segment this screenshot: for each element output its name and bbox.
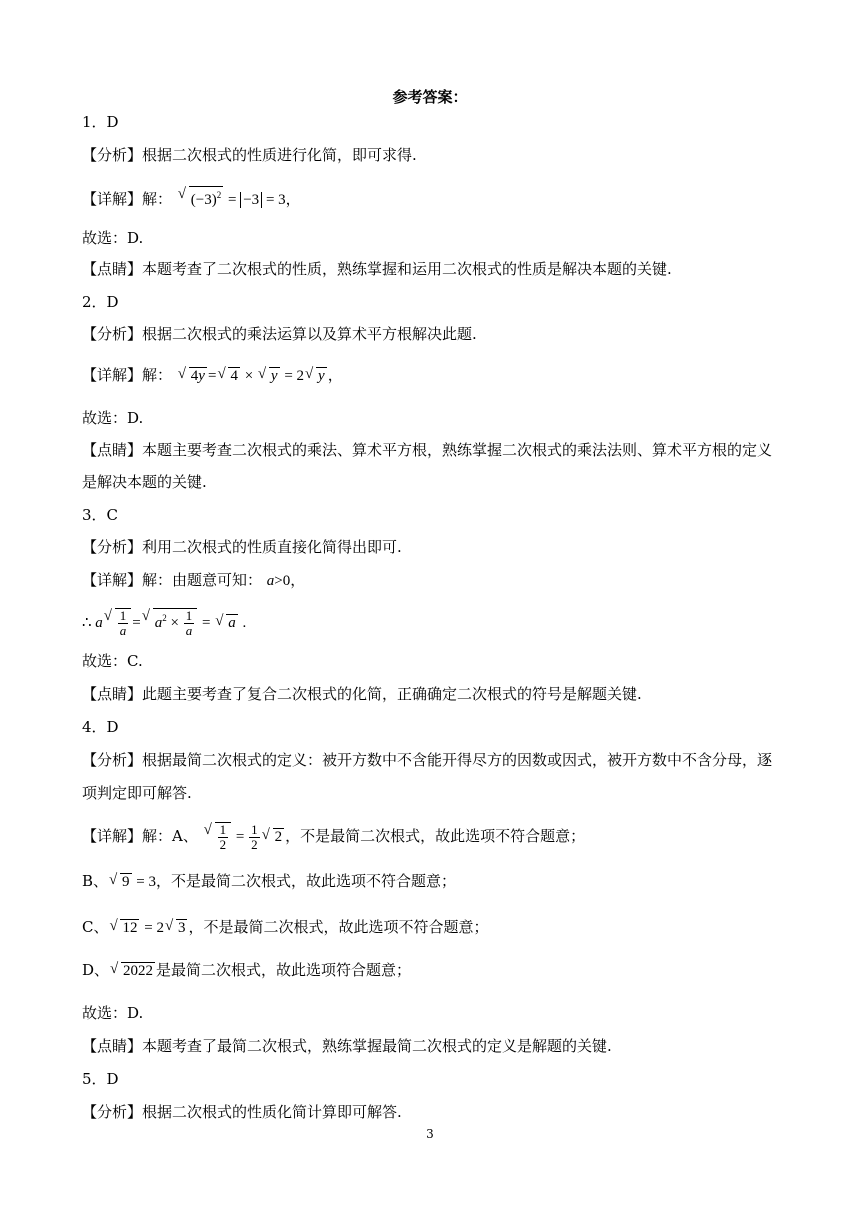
q3-analysis: 【分析】利用二次根式的性质直接化简得出即可. [82, 538, 402, 556]
q4-analysis-line1: 【分析】根据最简二次根式的定义：被开方数中不含能开得尽方的因数或因式，被开方数中不含分母，逐 [82, 751, 773, 769]
q4-option-d [82, 960, 790, 981]
q3-detail-prefix: 【详解】解：由题意可知： [82, 571, 263, 589]
q4-choose: 故选：D. [82, 1004, 144, 1022]
q4-c-text: ，不是最简二次根式，故此选项不符合题意； [188, 918, 489, 936]
q4-b-text: ，不是最简二次根式，故此选项不符合题意； [156, 872, 457, 890]
q3-choose: 故选：C. [82, 652, 143, 670]
q2-comment-line2: 是解决本题的关键. [82, 473, 207, 491]
q4-c-formula: √ 12 = 2√ 3 [108, 920, 188, 936]
q4-b-formula: √ 9 = 3 [108, 874, 156, 890]
q1-detail [82, 186, 790, 210]
q4-detail-prefix: 【详解】解：A、 [82, 826, 198, 845]
q3-formula: ∴ a √ $\frac{1}{a}$ =√ $a^2$ × $\frac{1}{a}$ = √ a . [82, 608, 790, 638]
q1-comment: 【点睛】本题考查了二次根式的性质，熟练掌握和运用二次根式的性质是解决本题的关键. [82, 260, 672, 278]
q2-analysis: 【分析】根据二次根式的乘法运算以及算术平方根解决此题. [82, 325, 477, 343]
q2-detail-prefix: 【详解】解： [82, 366, 173, 384]
q2-number: 2．D [82, 293, 119, 311]
page-number: 3 [426, 1127, 434, 1141]
q4-d-formula: √ 2022 [109, 963, 156, 979]
q3-comment: 【点睛】此题主要考查了复合二次根式的化简，正确确定二次根式的符号是解题关键. [82, 685, 642, 703]
q5-number: 5．D [82, 1070, 119, 1088]
q2-comment-line1: 【点睛】本题主要考查二次根式的乘法、算术平方根，熟练掌握二次根式的乘法法则、算术平方根的定义 [82, 441, 773, 459]
q4-option-c [82, 917, 790, 938]
q4-c-prefix: C、 [82, 918, 109, 936]
q1-formula: √ $(-3)^2 = -3 = 3$， [177, 192, 301, 208]
q4-a-text: ，不是最简二次根式，故此选项不符合题意； [285, 826, 586, 845]
q4-d-prefix: D、 [82, 961, 110, 979]
q4-option-b [82, 871, 790, 892]
q2-choose: 故选：D. [82, 409, 144, 427]
q4-option-a [82, 822, 790, 852]
page-title: 参考答案： [392, 88, 468, 106]
q3-detail [82, 570, 790, 591]
q5-analysis: 【分析】根据二次根式的性质化简计算即可解答. [82, 1103, 402, 1121]
q2-formula: √ 4y =√ 4 × √ y = 2√ y ， [177, 368, 343, 384]
q4-comment: 【点睛】本题考查了最简二次根式，熟练掌握最简二次根式的定义是解题的关键. [82, 1037, 612, 1055]
q3-number: 3．C [82, 506, 119, 524]
q2-detail [82, 365, 790, 386]
q3-condition: a>0， [266, 573, 306, 589]
q1-detail-prefix: 【详解】解： [82, 190, 173, 208]
q4-analysis-line2: 项判定即可解答. [82, 784, 192, 802]
q4-d-text: 是最简二次根式，故此选项符合题意； [156, 961, 412, 979]
q4-a-formula: √ $\frac{1}{2}$ = $\frac{1}{2}$ √ 2 [203, 829, 285, 845]
q1-choose: 故选：D. [82, 229, 144, 247]
q4-b-prefix: B、 [82, 872, 109, 890]
q4-number: 4．D [82, 718, 119, 736]
q1-analysis: 【分析】根据二次根式的性质进行化简，即可求得. [82, 146, 417, 164]
q1-number: 1．D [82, 113, 119, 131]
